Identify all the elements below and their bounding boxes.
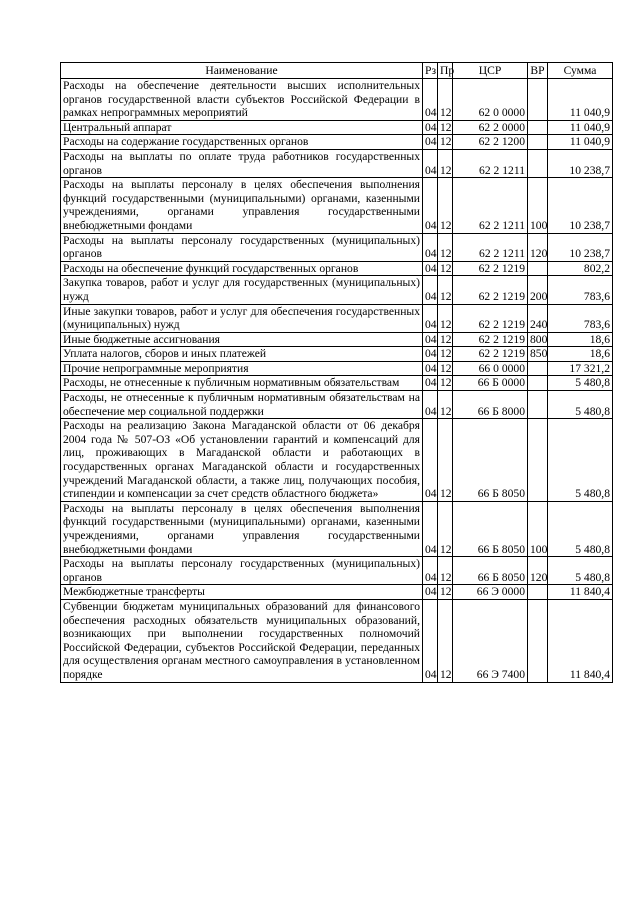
table-row	[61, 501, 613, 556]
cell-sum: 17 321,2	[548, 361, 613, 376]
cell-name: Иные бюджетные ассигнования	[61, 332, 423, 347]
cell-csr: 66 Б 8050	[453, 557, 528, 585]
cell-vr	[528, 261, 548, 276]
cell-vr	[528, 391, 548, 419]
cell-sum: 11 040,9	[548, 135, 613, 150]
cell-sum: 11 040,9	[548, 79, 613, 121]
cell-vr: 100	[528, 501, 548, 556]
cell-rz: 04	[423, 135, 438, 150]
table-row	[61, 376, 613, 391]
cell-sum: 11 040,9	[548, 120, 613, 135]
cell-csr: 62 2 1219	[453, 332, 528, 347]
cell-sum: 11 840,4	[548, 599, 613, 682]
cell-pr: 12	[438, 79, 453, 121]
table-row	[61, 135, 613, 150]
cell-rz: 04	[423, 585, 438, 600]
cell-pr: 12	[438, 347, 453, 362]
cell-rz: 04	[423, 120, 438, 135]
cell-vr	[528, 599, 548, 682]
cell-vr	[528, 149, 548, 177]
cell-rz: 04	[423, 501, 438, 556]
cell-name: Субвенции бюджетам муниципальных образований для финансового обеспечения расходных обязательств муниципальных образований, возникающих при выполнении государственных полномочий Российской Федерации, субъектов Российской Федерации, переданных для осуществления органам местного самоуправления в установленном порядке	[61, 599, 423, 682]
cell-vr: 850	[528, 347, 548, 362]
table-row	[61, 304, 613, 332]
cell-name: Расходы на реализацию Закона Магаданской области от 06 декабря 2004 года № 507-ОЗ «Об установлении гарантий и компенсаций для лиц, проживающих в Магаданской области и работающих в государственных органах Магаданской области и государственных учреждений Магаданской области, а также лиц, получающих пособия, стипендии и компенсации за счет средств областного бюджета»	[61, 419, 423, 502]
cell-name: Расходы на выплаты персоналу государственных (муниципальных) органов	[61, 233, 423, 261]
cell-csr: 66 Э 7400	[453, 599, 528, 682]
cell-pr: 12	[438, 149, 453, 177]
cell-vr: 200	[528, 276, 548, 304]
table-row	[61, 391, 613, 419]
cell-name: Расходы, не отнесенные к публичным нормативным обязательствам на обеспечение мер социальной поддержки	[61, 391, 423, 419]
cell-pr: 12	[438, 557, 453, 585]
cell-pr: 12	[438, 376, 453, 391]
cell-name: Расходы на выплаты персоналу государственных (муниципальных) органов	[61, 557, 423, 585]
cell-csr: 62 2 0000	[453, 120, 528, 135]
cell-sum: 5 480,8	[548, 376, 613, 391]
cell-vr	[528, 120, 548, 135]
cell-pr: 12	[438, 585, 453, 600]
cell-sum: 11 840,4	[548, 585, 613, 600]
budget-table	[60, 62, 613, 683]
cell-vr	[528, 135, 548, 150]
cell-pr: 12	[438, 332, 453, 347]
table-row	[61, 276, 613, 304]
header-name: Наименование	[61, 63, 423, 79]
cell-rz: 04	[423, 391, 438, 419]
cell-pr: 12	[438, 361, 453, 376]
cell-rz: 04	[423, 347, 438, 362]
cell-pr: 12	[438, 261, 453, 276]
cell-pr: 12	[438, 599, 453, 682]
table-row	[61, 233, 613, 261]
cell-pr: 12	[438, 419, 453, 502]
table-row	[61, 120, 613, 135]
cell-vr	[528, 361, 548, 376]
header-csr: ЦСР	[453, 63, 528, 79]
table-body	[61, 79, 613, 683]
cell-name: Расходы на обеспечение деятельности высших исполнительных органов государственной власти субъектов Российской Федерации в рамках непрограммных мероприятий	[61, 79, 423, 121]
cell-pr: 12	[438, 233, 453, 261]
cell-vr	[528, 376, 548, 391]
cell-csr: 62 2 1211	[453, 233, 528, 261]
cell-vr: 100	[528, 178, 548, 233]
table-row	[61, 178, 613, 233]
cell-pr: 12	[438, 304, 453, 332]
cell-rz: 04	[423, 599, 438, 682]
cell-pr: 12	[438, 391, 453, 419]
cell-name: Расходы на выплаты по оплате труда работников государственных органов	[61, 149, 423, 177]
table-row	[61, 332, 613, 347]
cell-sum: 5 480,8	[548, 501, 613, 556]
cell-name: Центральный аппарат	[61, 120, 423, 135]
cell-rz: 04	[423, 361, 438, 376]
cell-csr: 62 2 1200	[453, 135, 528, 150]
table-row	[61, 361, 613, 376]
cell-name: Уплата налогов, сборов и иных платежей	[61, 347, 423, 362]
cell-name: Межбюджетные трансферты	[61, 585, 423, 600]
cell-csr: 62 2 1219	[453, 347, 528, 362]
cell-csr: 66 0 0000	[453, 361, 528, 376]
cell-pr: 12	[438, 178, 453, 233]
cell-csr: 62 2 1211	[453, 149, 528, 177]
cell-vr: 120	[528, 557, 548, 585]
cell-name: Расходы, не отнесенные к публичным нормативным обязательствам	[61, 376, 423, 391]
cell-name: Расходы на обеспечение функций государственных органов	[61, 261, 423, 276]
cell-csr: 62 0 0000	[453, 79, 528, 121]
cell-name: Расходы на выплаты персоналу в целях обеспечения выполнения функций государственными (муниципальными) органами, казенными учреждениями, органами управления государственными внебюджетными фондами	[61, 178, 423, 233]
cell-csr: 66 Б 8050	[453, 419, 528, 502]
cell-sum: 5 480,8	[548, 419, 613, 502]
table-row	[61, 79, 613, 121]
cell-csr: 62 2 1211	[453, 178, 528, 233]
cell-pr: 12	[438, 135, 453, 150]
cell-sum: 802,2	[548, 261, 613, 276]
header-sum: Сумма	[548, 63, 613, 79]
table-row	[61, 419, 613, 502]
cell-sum: 5 480,8	[548, 391, 613, 419]
cell-rz: 04	[423, 376, 438, 391]
cell-rz: 04	[423, 419, 438, 502]
cell-vr	[528, 79, 548, 121]
cell-sum: 10 238,7	[548, 233, 613, 261]
table-header	[61, 63, 613, 79]
header-pr: Пр	[438, 63, 453, 79]
cell-csr: 62 2 1219	[453, 261, 528, 276]
cell-sum: 18,6	[548, 347, 613, 362]
cell-rz: 04	[423, 233, 438, 261]
table-row	[61, 149, 613, 177]
cell-name: Расходы на содержание государственных органов	[61, 135, 423, 150]
table-row	[61, 585, 613, 600]
cell-vr: 120	[528, 233, 548, 261]
cell-vr	[528, 585, 548, 600]
table-row	[61, 557, 613, 585]
cell-rz: 04	[423, 332, 438, 347]
cell-vr: 240	[528, 304, 548, 332]
table-row	[61, 347, 613, 362]
cell-csr: 66 Б 8050	[453, 501, 528, 556]
cell-pr: 12	[438, 501, 453, 556]
cell-csr: 62 2 1219	[453, 304, 528, 332]
header-rz: Рз	[423, 63, 438, 79]
cell-rz: 04	[423, 149, 438, 177]
cell-vr: 800	[528, 332, 548, 347]
cell-vr	[528, 419, 548, 502]
cell-pr: 12	[438, 276, 453, 304]
cell-name: Расходы на выплаты персоналу в целях обеспечения выполнения функций государственными (муниципальными) органами, казенными учреждениями, органами управления государственными внебюджетными фондами	[61, 501, 423, 556]
cell-csr: 66 Б 0000	[453, 376, 528, 391]
table-row	[61, 261, 613, 276]
cell-sum: 5 480,8	[548, 557, 613, 585]
cell-name: Прочие непрограммные мероприятия	[61, 361, 423, 376]
cell-rz: 04	[423, 276, 438, 304]
cell-sum: 783,6	[548, 276, 613, 304]
cell-rz: 04	[423, 557, 438, 585]
cell-name: Иные закупки товаров, работ и услуг для обеспечения государственных (муниципальных) нужд	[61, 304, 423, 332]
cell-rz: 04	[423, 178, 438, 233]
cell-sum: 18,6	[548, 332, 613, 347]
cell-sum: 783,6	[548, 304, 613, 332]
header-row	[61, 63, 613, 79]
cell-rz: 04	[423, 261, 438, 276]
table-row	[61, 599, 613, 682]
cell-sum: 10 238,7	[548, 149, 613, 177]
cell-rz: 04	[423, 304, 438, 332]
cell-csr: 66 Э 0000	[453, 585, 528, 600]
cell-csr: 66 Б 8000	[453, 391, 528, 419]
header-vr: ВР	[528, 63, 548, 79]
cell-pr: 12	[438, 120, 453, 135]
cell-name: Закупка товаров, работ и услуг для государственных (муниципальных) нужд	[61, 276, 423, 304]
cell-csr: 62 2 1219	[453, 276, 528, 304]
cell-rz: 04	[423, 79, 438, 121]
cell-sum: 10 238,7	[548, 178, 613, 233]
